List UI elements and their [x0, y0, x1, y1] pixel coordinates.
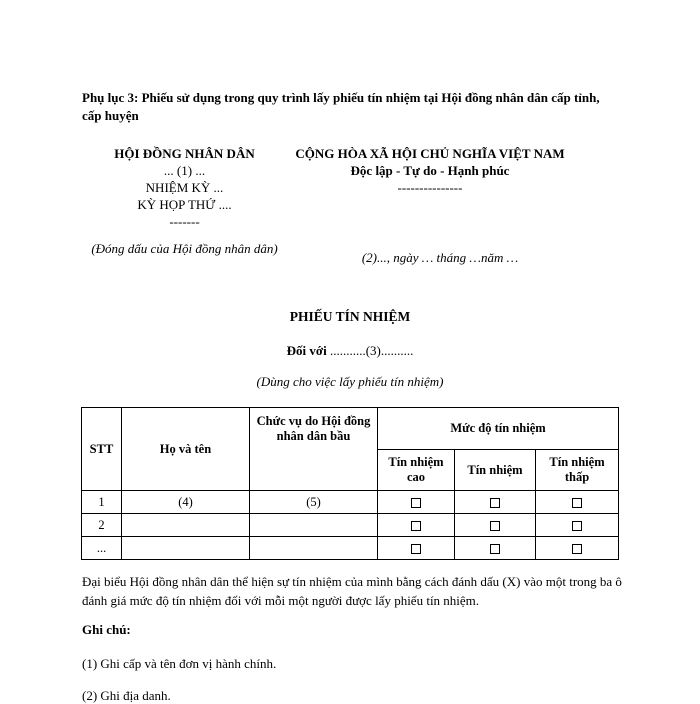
council-header	[82, 145, 287, 258]
ballot-table	[81, 407, 619, 560]
table-row	[82, 537, 619, 560]
header-name: Họ và tên	[122, 408, 250, 491]
council-session: KỲ HỌP THỨ ....	[137, 197, 232, 212]
note-item: (2) Ghi địa danh.	[82, 688, 171, 703]
appendix-title: Phụ lục 3: Phiếu sử dụng trong quy trình lấy phiếu tín nhiệm tại Hội đồng nhân dân cấp tỉnh, cấp huyện	[82, 90, 600, 123]
national-header	[270, 145, 590, 266]
trust-checkbox[interactable]	[490, 521, 500, 531]
trust-checkbox[interactable]	[490, 498, 500, 508]
trust-checkbox[interactable]	[490, 544, 500, 554]
usage-note: (Dùng cho việc lấy phiếu tín nhiệm)	[256, 374, 444, 389]
row-name	[122, 514, 250, 537]
header-trust: Tín nhiệm	[455, 450, 536, 491]
row-name	[122, 537, 250, 560]
row-position: (5)	[250, 491, 378, 514]
high-trust-checkbox[interactable]	[411, 498, 421, 508]
for-whom-label: Đối với	[286, 343, 327, 358]
header-high-trust: Tín nhiệm cao	[378, 450, 455, 491]
note-item: (1) Ghi cấp và tên đơn vị hành chính.	[82, 656, 277, 671]
header-low-trust: Tín nhiệm thấp	[536, 450, 619, 491]
row-stt: 1	[82, 491, 122, 514]
table-row	[82, 491, 619, 514]
low-trust-checkbox[interactable]	[572, 498, 582, 508]
council-term: NHIỆM KỲ ...	[145, 180, 224, 195]
table-row	[82, 514, 619, 537]
council-name: HỘI ĐỒNG NHÂN DÂN	[114, 146, 255, 161]
high-trust-checkbox[interactable]	[411, 521, 421, 531]
instruction-text: Đại biểu Hội đồng nhân dân thể hiện sự tín nhiệm của mình bằng cách đánh dấu (X) vào một trong ba ô đánh giá mức độ tín nhiệm đối với mỗi một người được lấy phiếu tín nhiệm.	[82, 574, 622, 608]
low-trust-checkbox[interactable]	[572, 544, 582, 554]
header-trust-level: Mức độ tín nhiệm	[378, 408, 619, 450]
for-whom-line	[0, 343, 700, 359]
seal-note: (Đóng dấu của Hội đồng nhân dân)	[91, 241, 278, 256]
for-whom-value: ...........(3)..........	[326, 343, 414, 358]
motto-divider: ---------------	[397, 180, 463, 195]
row-position	[250, 514, 378, 537]
row-position	[250, 537, 378, 560]
national-motto: Độc lập - Tự do - Hạnh phúc	[350, 163, 510, 178]
council-divider: -------	[169, 214, 200, 229]
nation-name: CỘNG HÒA XÃ HỘI CHỦ NGHĨA VIỆT NAM	[295, 146, 565, 161]
low-trust-checkbox[interactable]	[572, 521, 582, 531]
notes-title: Ghi chú:	[82, 622, 131, 637]
row-stt: 2	[82, 514, 122, 537]
high-trust-checkbox[interactable]	[411, 544, 421, 554]
row-name: (4)	[122, 491, 250, 514]
row-stt: ...	[82, 537, 122, 560]
council-unit: ... (1) ...	[163, 163, 206, 178]
header-position: Chức vụ do Hội đồng nhân dân bầu	[250, 408, 378, 491]
date-line: (2)..., ngày … tháng …năm …	[361, 250, 519, 265]
header-stt: STT	[82, 408, 122, 491]
form-title: PHIẾU TÍN NHIỆM	[289, 309, 411, 324]
